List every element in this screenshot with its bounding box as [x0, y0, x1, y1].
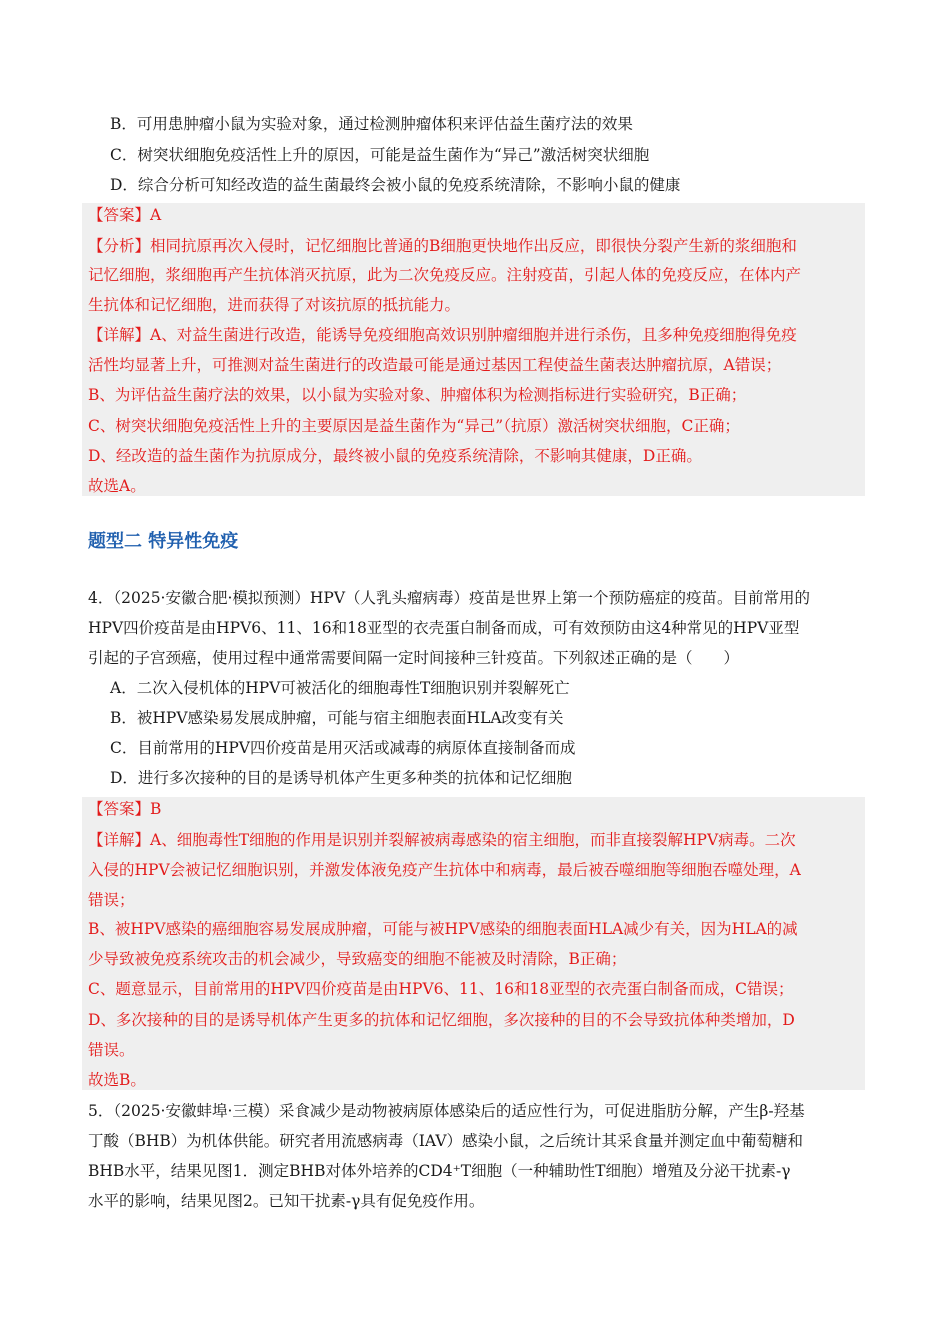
q5-stem-line: 水平的影响，结果见图2。已知干扰素-γ具有促免疫作用。	[88, 1192, 485, 1210]
q4-stem-line: 引起的子宫颈癌，使用过程中通常需要间隔一定时间接种三针疫苗。下列叙述正确的是（ ）	[88, 649, 740, 667]
q3-answer-label: 【答案】A	[88, 206, 162, 224]
q3-analysis-line: 记忆细胞，浆细胞再产生抗体消灭抗原，此为二次免疫反应。注射疫苗，引起人体的免疫反应，在体内产	[88, 266, 802, 284]
q3-option-c: C．树突状细胞免疫活性上升的原因，可能是益生菌作为“异己”激活树突状细胞	[110, 146, 650, 164]
q4-explanation-line: 入侵的HPV会被记忆细胞识别，并激发体液免疫产生抗体中和病毒，最后被吞噬细胞等细胞吞噬处理，A	[88, 861, 801, 879]
q3-explanation-line: C、树突状细胞免疫活性上升的主要原因是益生菌作为“异己”（抗原）激活树突状细胞，C正确；	[88, 417, 740, 435]
q4-explanation-line: 错误。	[88, 1041, 135, 1059]
q4-conclusion: 故选B。	[88, 1071, 146, 1089]
q3-explanation-line: D、经改造的益生菌作为抗原成分，最终被小鼠的免疫系统清除，不影响其健康，D正确。	[88, 447, 702, 465]
q4-explanation-line: 少导致被免疫系统攻击的机会减少，导致癌变的细胞不能被及时清除，B正确；	[88, 950, 627, 968]
q3-answer-box	[82, 203, 865, 496]
q3-explanation-line: 活性均显著上升，可推测对益生菌进行的改造最可能是通过基因工程使益生菌表达肿瘤抗原，A错误；	[88, 356, 782, 374]
q4-option-b: B．被HPV感染易发展成肿瘤，可能与宿主细胞表面HLA改变有关	[110, 709, 564, 727]
q3-analysis-line: 【分析】相同抗原再次入侵时，记忆细胞比普通的B细胞更快地作出反应，即很快分裂产生新的浆细胞和	[88, 237, 797, 255]
q4-answer-label: 【答案】B	[88, 800, 162, 818]
section-title: 题型二 特异性免疫	[88, 531, 239, 552]
q3-explanation-line: B、为评估益生菌疗法的效果，以小鼠为实验对象、肿瘤体积为检测指标进行实验研究，B正确；	[88, 386, 747, 404]
q4-explanation-line: 错误；	[88, 891, 135, 909]
q4-explanation-line: 【详解】A、细胞毒性T细胞的作用是识别并裂解被病毒感染的宿主细胞，而非直接裂解HPV病毒。二次	[88, 831, 796, 849]
q4-option-d: D．进行多次接种的目的是诱导机体产生更多种类的抗体和记忆细胞	[110, 769, 572, 787]
q4-option-c: C．目前常用的HPV四价疫苗是用灭活或减毒的病原体直接制备而成	[110, 739, 576, 757]
q4-answer-box	[82, 797, 865, 1090]
q3-analysis-line: 生抗体和记忆细胞，进而获得了对该抗原的抵抗能力。	[88, 296, 461, 314]
q5-stem-line: 5．（2025·安徽蚌埠·三模）采食减少是动物被病原体感染后的适应性行为，可促进脂肪分解，产生β-羟基	[88, 1102, 805, 1120]
q4-explanation-line: C、题意显示，目前常用的HPV四价疫苗是由HPV6、11、16和18亚型的衣壳蛋白制备而成，C错误；	[88, 980, 794, 998]
q4-stem-line: 4．（2025·安徽合肥·模拟预测）HPV（人乳头瘤病毒）疫苗是世界上第一个预防癌症的疫苗。目前常用的	[88, 589, 811, 607]
q5-stem-line: 丁酸（BHB）为机体供能。研究者用流感病毒（IAV）感染小鼠，之后统计其采食量并测定血中葡萄糖和	[88, 1132, 804, 1150]
q3-explanation-line: 【详解】A、对益生菌进行改造，能诱导免疫细胞高效识别肿瘤细胞并进行杀伤，且多种免疫细胞得免疫	[88, 326, 797, 344]
q4-explanation-line: D、多次接种的目的是诱导机体产生更多的抗体和记忆细胞，多次接种的目的不会导致抗体种类增加，D	[88, 1011, 795, 1029]
q4-stem-line: HPV四价疫苗是由HPV6、11、16和18亚型的衣壳蛋白制备而成，可有效预防由这4种常见的HPV亚型	[88, 619, 800, 637]
q3-conclusion: 故选A。	[88, 477, 146, 495]
q4-option-a: A．二次入侵机体的HPV可被活化的细胞毒性T细胞识别并裂解死亡	[110, 679, 570, 697]
q5-stem-line: BHB水平，结果见图1．测定BHB对体外培养的CD4⁺T细胞（一种辅助性T细胞）增殖及分泌干扰素-γ	[88, 1162, 791, 1180]
q3-option-b: B．可用患肿瘤小鼠为实验对象，通过检测肿瘤体积来评估益生菌疗法的效果	[110, 115, 633, 133]
q4-explanation-line: B、被HPV感染的癌细胞容易发展成肿瘤，可能与被HPV感染的细胞表面HLA减少有关，因为HLA的减	[88, 920, 798, 938]
q3-option-d: D．综合分析可知经改造的益生菌最终会被小鼠的免疫系统清除，不影响小鼠的健康	[110, 176, 681, 194]
